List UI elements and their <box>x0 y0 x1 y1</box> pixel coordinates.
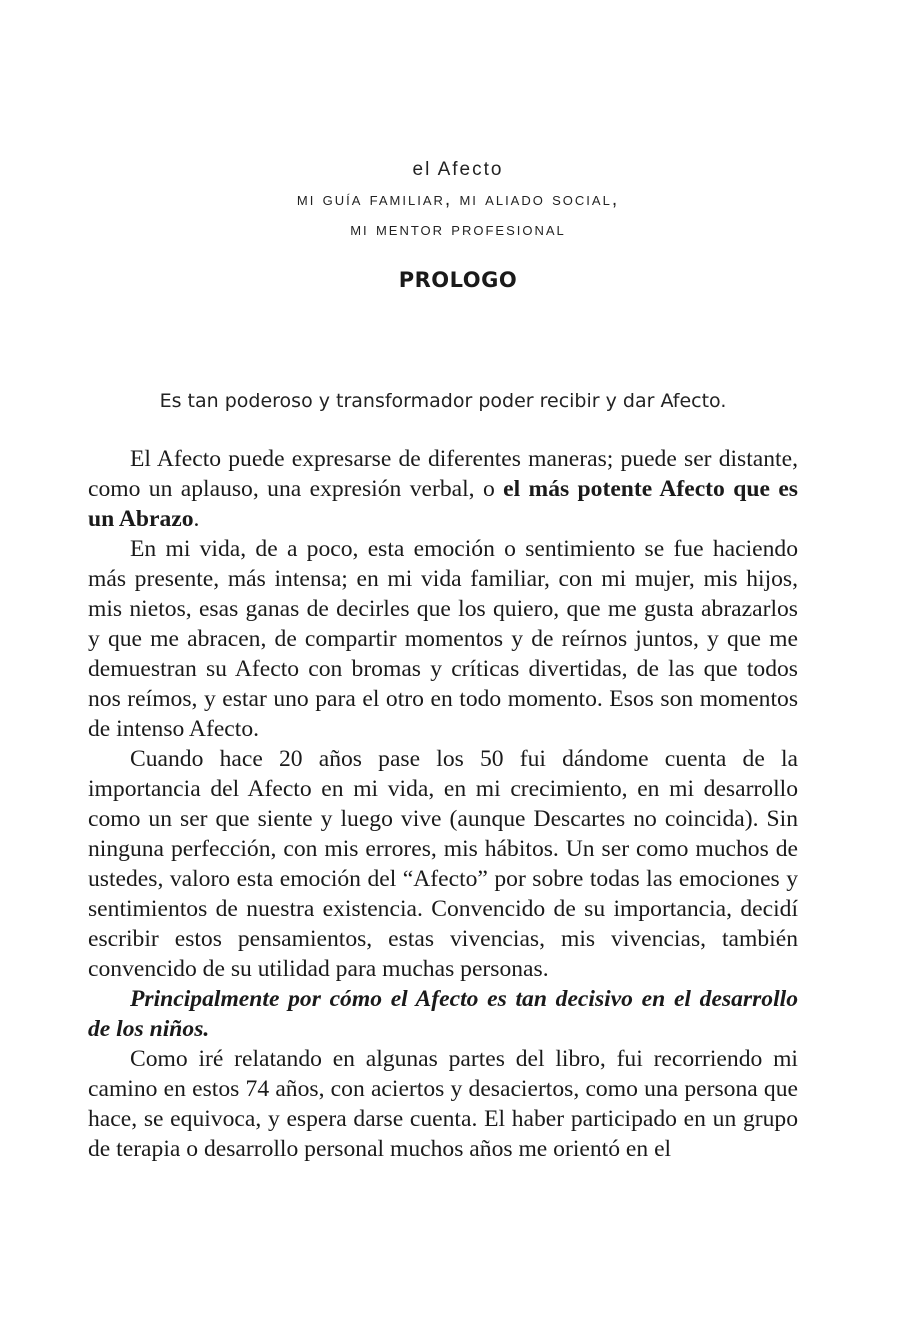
book-subtitle-line-2: mi mentor profesional <box>350 219 566 240</box>
paragraph-3: Cuando hace 20 años pase los 50 fui dándome cuenta de la importancia del Afecto en mi vida, en mi crecimiento, en mi desarrollo como un ser que siente y luego vive (aunque Descartes no coincida). Sin ninguna perfección, con mis errores, mis hábitos. Un ser como muchos de ustedes, valoro esta emoción del “Afecto” por sobre todas las emociones y sentimientos de nuestra existencia. Convencido de su importancia, decidí escribir estos pensamientos, estas vivencias, mis vivencias, también convencido de su utilidad para muchas personas. <box>88 746 798 982</box>
book-title: el Afecto <box>412 159 504 180</box>
paragraph-1-bold: el más potente Afecto que es un Abrazo <box>88 476 798 532</box>
book-title-block <box>0 155 916 245</box>
paragraph-5: Como iré relatando en algunas partes del libro, fui recorriendo mi camino en estos 74 años, con aciertos y desaciertos, como una persona que hace, se equivoca, y espera darse cuenta. El haber participado en un grupo de terapia o desarrollo personal muchos años me orientó en el <box>88 1046 798 1162</box>
epigraph: Es tan poderoso y transformador poder recibir y dar Afecto. <box>159 390 727 412</box>
section-title: PROLOGO <box>398 268 518 292</box>
body-text <box>88 444 798 1164</box>
paragraph-1-text-a: El Afecto puede expresarse de diferentes maneras; puede ser distante, como un aplauso, una expresión verbal, o <box>88 446 798 502</box>
paragraph-4-emphasis: Principalmente por cómo el Afecto es tan decisivo en el desarrollo de los niños. <box>88 986 798 1042</box>
paragraph-1 <box>88 444 798 534</box>
paragraph-2: En mi vida, de a poco, esta emoción o sentimiento se fue haciendo más presente, más intensa; en mi vida familiar, con mi mujer, mis hijos, mis nietos, esas ganas de decirles que los quiero, que me gusta abrazarlos y que me abracen, de compartir momentos y de reírnos juntos, y que me demuestran su Afecto con bromas y críticas divertidas, de las que todos nos reímos, y estar uno para el otro en todo momento. Esos son momentos de intenso Afecto. <box>88 536 798 742</box>
book-subtitle-line-1: mi guía familiar, mi aliado social, <box>296 189 620 210</box>
paragraph-1-text-b: . <box>193 506 200 532</box>
